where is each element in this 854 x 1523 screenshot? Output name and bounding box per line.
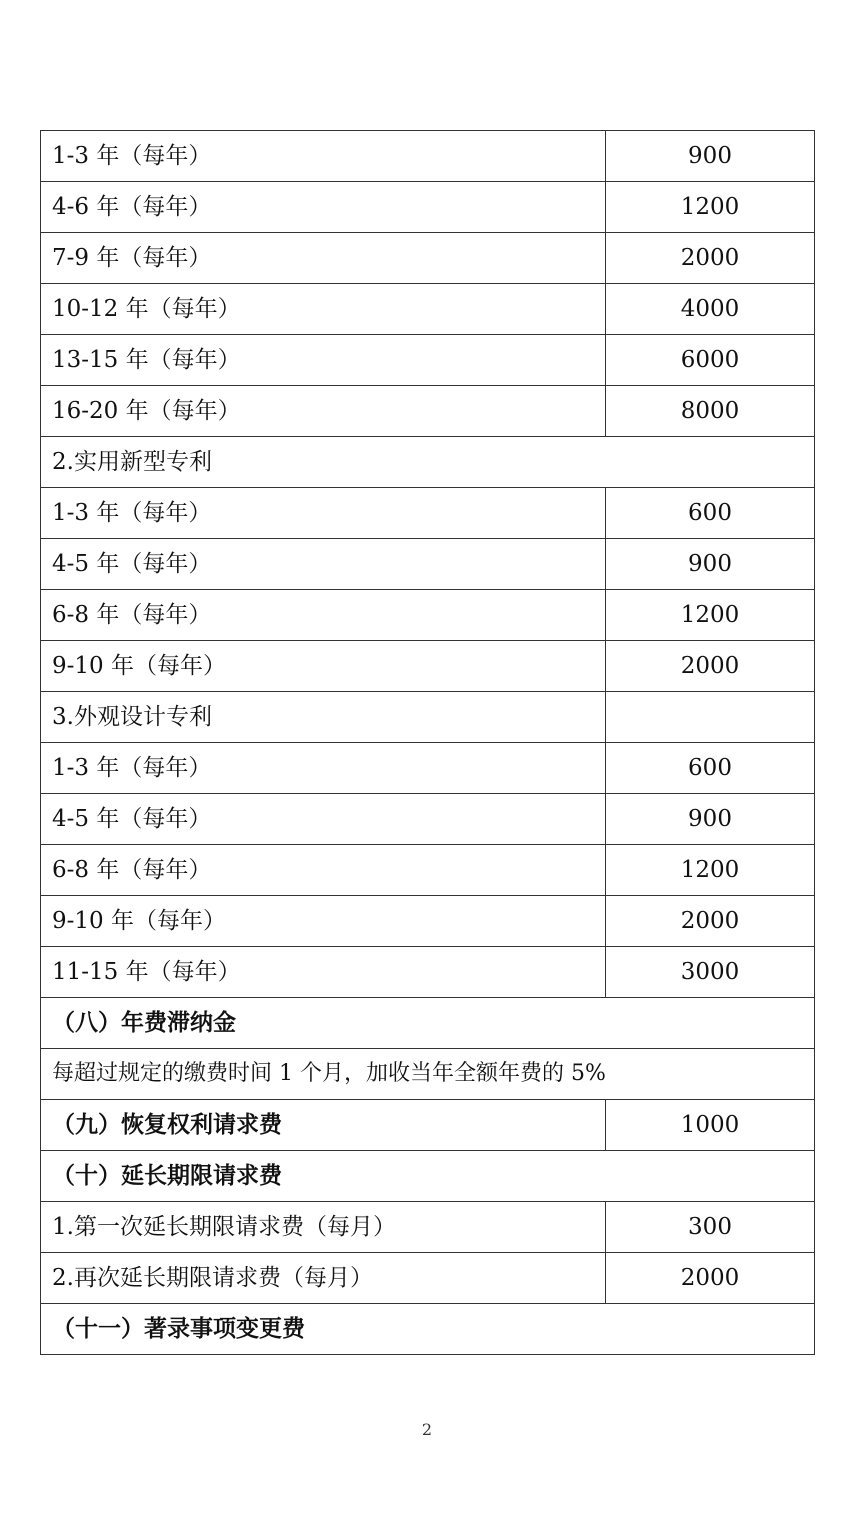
fee-item-label: 6-8 年（每年） xyxy=(41,845,606,896)
table-row xyxy=(41,1202,815,1253)
fee-amount: 2000 xyxy=(606,896,815,947)
table-row xyxy=(41,131,815,182)
fee-item-label: 13-15 年（每年） xyxy=(41,335,606,386)
fee-item-label: 1.第一次延长期限请求费（每月） xyxy=(41,1202,606,1253)
fee-item-label: 6-8 年（每年） xyxy=(41,590,606,641)
fee-amount: 900 xyxy=(606,794,815,845)
fee-item-label: 4-5 年（每年） xyxy=(41,794,606,845)
fee-amount: 1200 xyxy=(606,845,815,896)
fee-item-label: 11-15 年（每年） xyxy=(41,947,606,998)
fee-amount: 300 xyxy=(606,1202,815,1253)
table-row xyxy=(41,335,815,386)
fee-item-label: 9-10 年（每年） xyxy=(41,896,606,947)
fee-item-label: 9-10 年（每年） xyxy=(41,641,606,692)
fee-amount: 3000 xyxy=(606,947,815,998)
fee-amount: 600 xyxy=(606,488,815,539)
table-row xyxy=(41,386,815,437)
fee-item-label: 10-12 年（每年） xyxy=(41,284,606,335)
fee-item-label: 7-9 年（每年） xyxy=(41,233,606,284)
fee-item-label: （十）延长期限请求费 xyxy=(41,1151,815,1202)
table-row xyxy=(41,539,815,590)
table-row xyxy=(41,998,815,1049)
fee-item-label: 2.再次延长期限请求费（每月） xyxy=(41,1253,606,1304)
fee-item-label: 2.实用新型专利 xyxy=(41,437,815,488)
fee-item-label: （八）年费滞纳金 xyxy=(41,998,815,1049)
fee-amount: 900 xyxy=(606,131,815,182)
fee-amount: 1200 xyxy=(606,590,815,641)
fee-item-label: （九）恢复权利请求费 xyxy=(41,1100,606,1151)
fee-amount: 2000 xyxy=(606,1253,815,1304)
table-row xyxy=(41,1100,815,1151)
table-row xyxy=(41,1304,815,1355)
fee-amount: 600 xyxy=(606,743,815,794)
fee-amount: 2000 xyxy=(606,233,815,284)
fee-table-body xyxy=(41,131,815,1355)
table-row xyxy=(41,896,815,947)
fee-amount: 8000 xyxy=(606,386,815,437)
table-row xyxy=(41,284,815,335)
table-row xyxy=(41,1049,815,1100)
page-number: 2 xyxy=(421,1420,433,1439)
table-row xyxy=(41,794,815,845)
fee-amount: 900 xyxy=(606,539,815,590)
fee-amount: 4000 xyxy=(606,284,815,335)
table-row xyxy=(41,437,815,488)
fee-item-label: 1-3 年（每年） xyxy=(41,743,606,794)
table-row xyxy=(41,1151,815,1202)
table-row xyxy=(41,182,815,233)
table-row xyxy=(41,845,815,896)
fee-item-label: 1-3 年（每年） xyxy=(41,131,606,182)
fee-amount: 6000 xyxy=(606,335,815,386)
fee-item-label: 1-3 年（每年） xyxy=(41,488,606,539)
fee-amount xyxy=(606,692,815,743)
table-row xyxy=(41,743,815,794)
fee-table xyxy=(40,130,815,1355)
table-row xyxy=(41,641,815,692)
fee-amount: 1200 xyxy=(606,182,815,233)
fee-item-label: （十一）著录事项变更费 xyxy=(41,1304,815,1355)
table-row xyxy=(41,947,815,998)
table-row xyxy=(41,233,815,284)
fee-amount: 1000 xyxy=(606,1100,815,1151)
fee-item-label: 16-20 年（每年） xyxy=(41,386,606,437)
fee-item-label: 每超过规定的缴费时间 1 个月，加收当年全额年费的 5% xyxy=(41,1049,815,1100)
fee-amount: 2000 xyxy=(606,641,815,692)
table-row xyxy=(41,488,815,539)
table-row xyxy=(41,590,815,641)
table-row xyxy=(41,692,815,743)
fee-item-label: 4-5 年（每年） xyxy=(41,539,606,590)
fee-item-label: 3.外观设计专利 xyxy=(41,692,606,743)
fee-item-label: 4-6 年（每年） xyxy=(41,182,606,233)
table-row xyxy=(41,1253,815,1304)
